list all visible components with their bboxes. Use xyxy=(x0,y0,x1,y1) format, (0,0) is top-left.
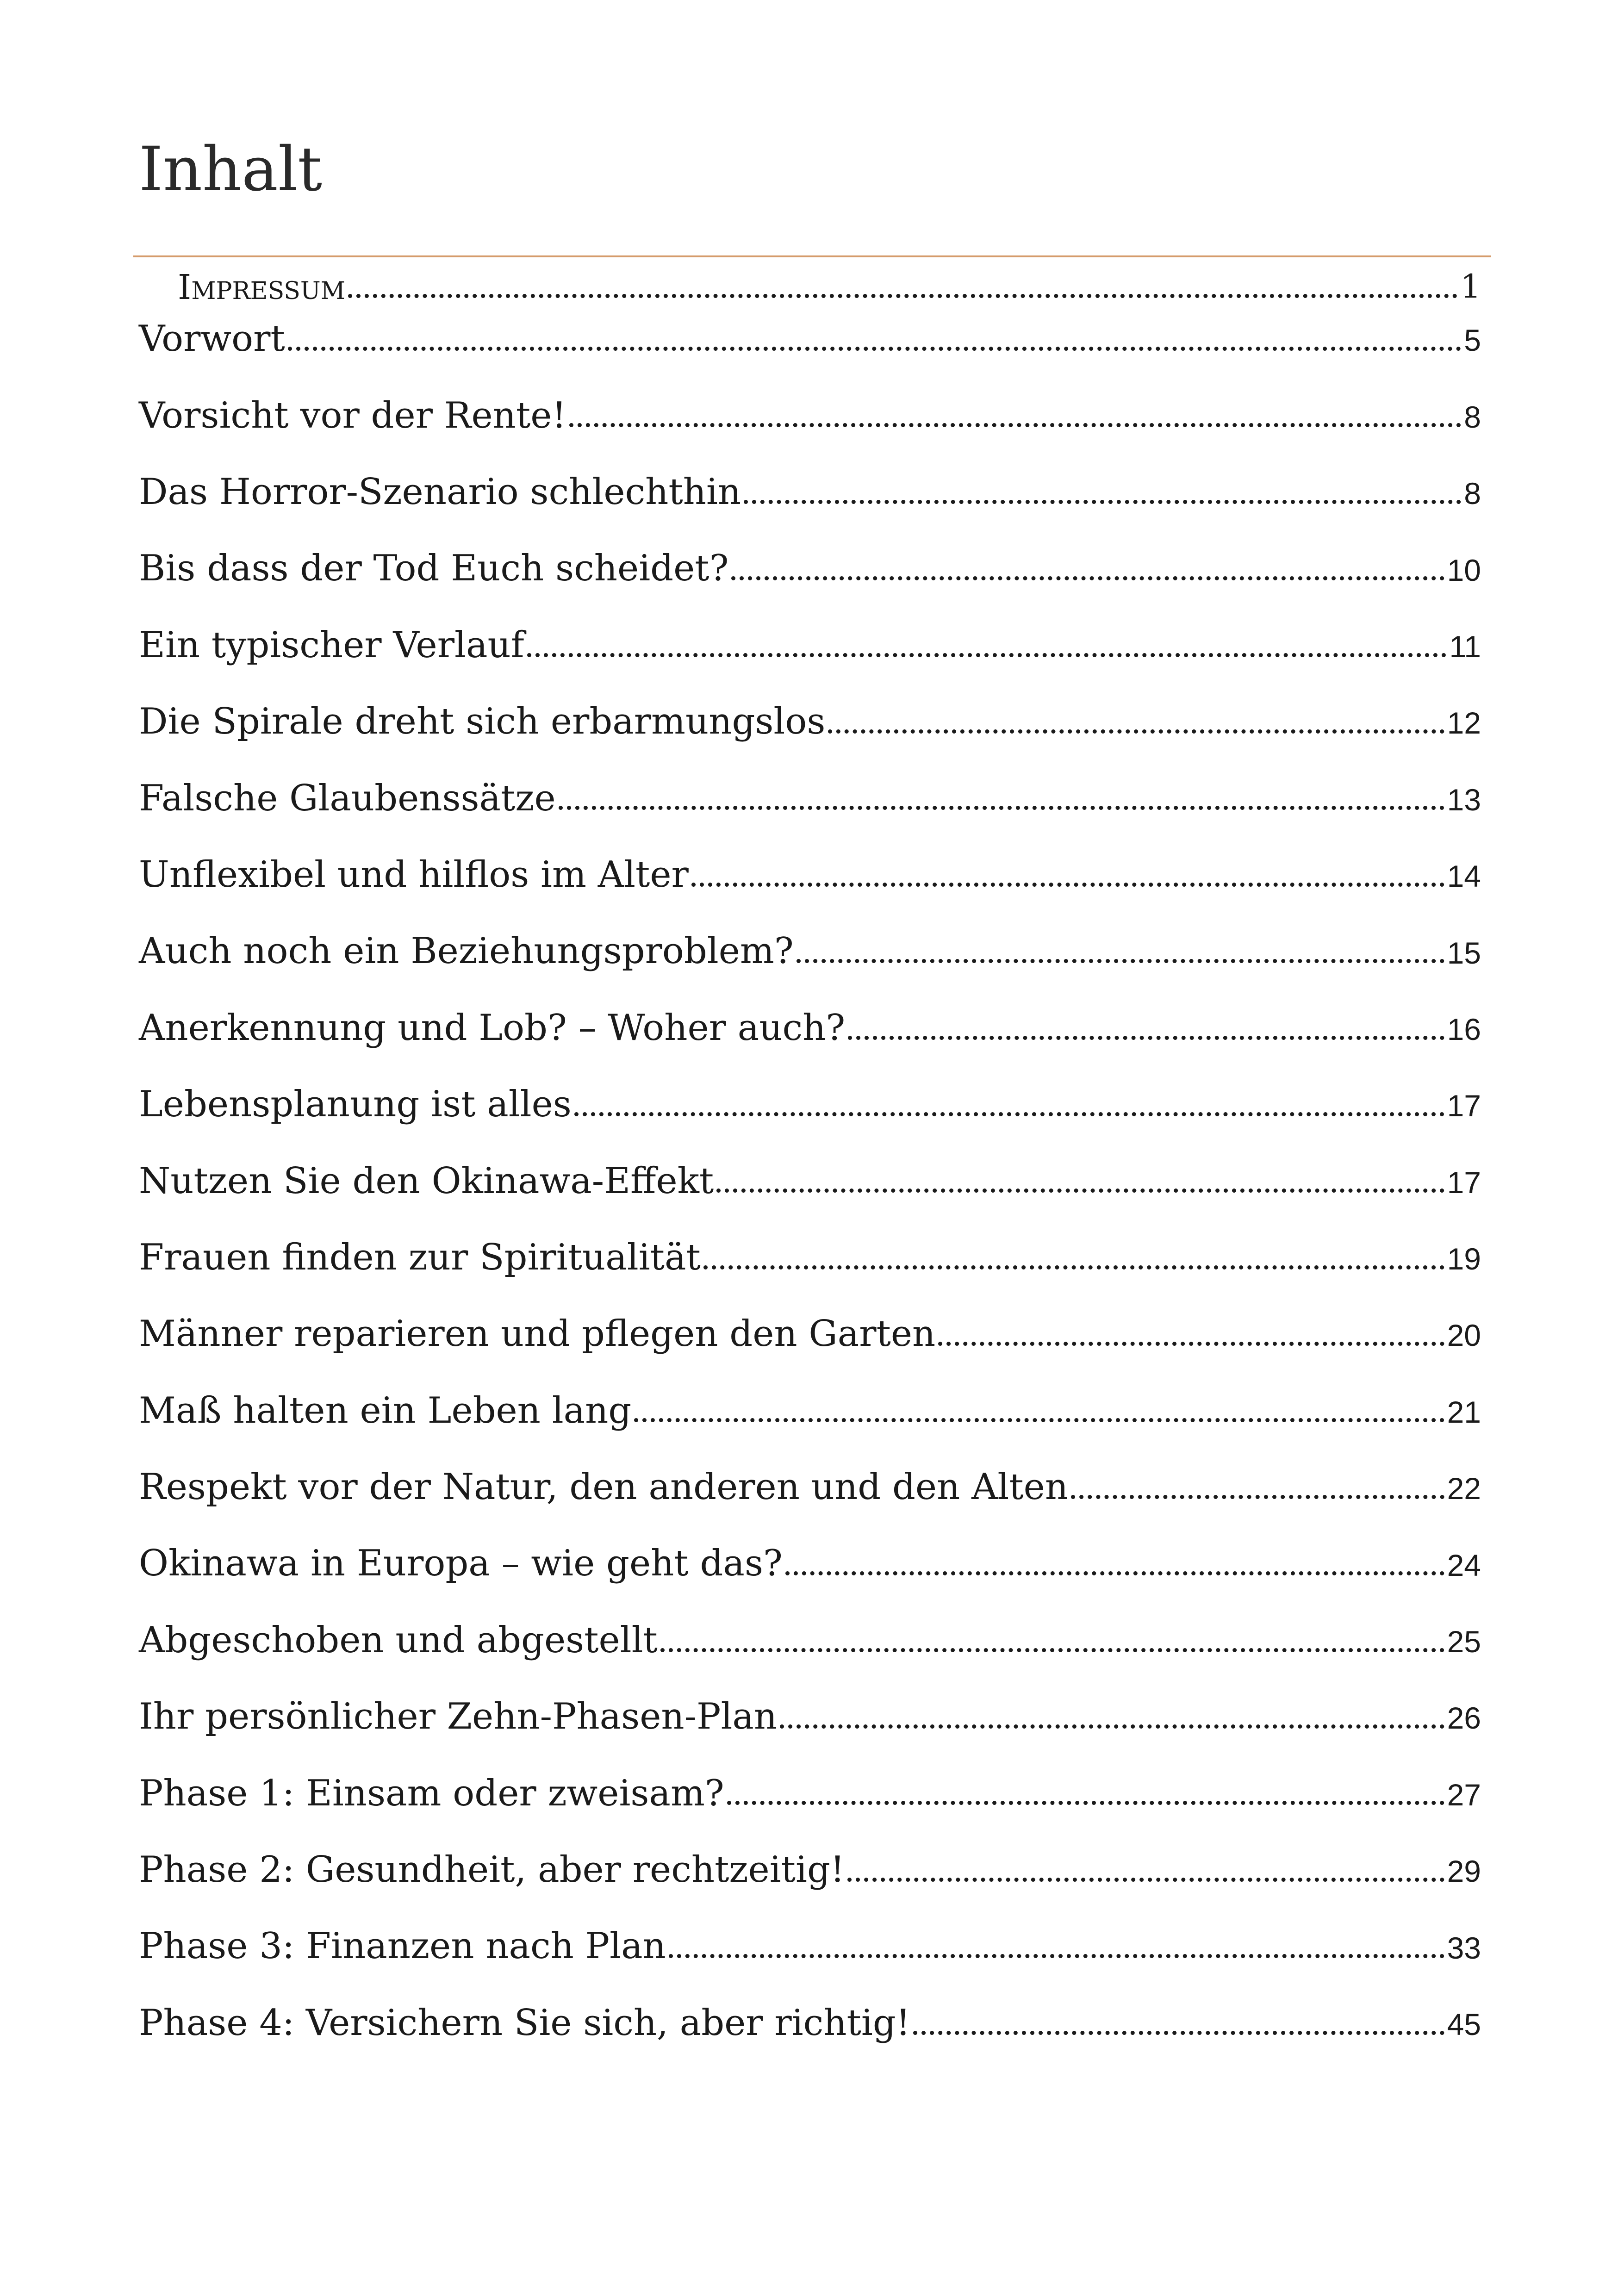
toc-entry-page: 16 xyxy=(1447,1012,1481,1046)
toc-entry[interactable] xyxy=(139,591,1481,667)
dot-leader xyxy=(574,1112,1444,1116)
toc-entry-label: Vorwort xyxy=(139,318,285,360)
toc-entry-label: Phase 3: Finanzen nach Plan xyxy=(139,1925,666,1967)
toc-entry-impressum[interactable] xyxy=(139,259,1481,308)
toc-entry-label: Unflexibel und hilflos im Alter xyxy=(139,853,689,896)
toc-entry-page: 11 xyxy=(1449,629,1481,664)
toc-entry[interactable] xyxy=(139,744,1481,820)
toc-entry-label: Phase 4: Versichern Sie sich, aber richtig! xyxy=(139,2002,911,2044)
toc-entry-label: Ihr persönlicher Zehn-Phasen-Plan xyxy=(139,1696,778,1738)
dot-leader xyxy=(780,1724,1444,1729)
toc-entry-page: 27 xyxy=(1447,1777,1481,1812)
toc-entry-page: 21 xyxy=(1447,1394,1481,1429)
dot-leader xyxy=(288,347,1462,351)
toc-entry-page: 10 xyxy=(1447,553,1481,587)
toc-entry-page: 8 xyxy=(1464,476,1481,511)
toc-entry-page: 15 xyxy=(1447,935,1481,970)
toc-entry-page: 12 xyxy=(1447,706,1481,740)
toc-entry-label: Falsche Glaubenssätze xyxy=(139,777,556,819)
toc-entry-label: Männer reparieren und pflegen den Garten xyxy=(139,1313,936,1355)
toc-entry-page: 17 xyxy=(1447,1165,1481,1200)
title-divider xyxy=(133,255,1491,257)
dot-leader xyxy=(727,1801,1444,1805)
table-of-contents xyxy=(139,259,1481,2045)
dot-leader xyxy=(691,883,1444,887)
toc-entry-page: 14 xyxy=(1447,859,1481,894)
dot-leader xyxy=(634,1418,1444,1422)
toc-entry-label: Das Horror-Szenario schlechthin xyxy=(139,471,741,513)
toc-entry-page: 5 xyxy=(1464,323,1481,358)
toc-entry[interactable] xyxy=(139,361,1481,437)
toc-entry[interactable] xyxy=(139,1432,1481,1509)
toc-entry-label: Die Spirale dreht sich erbarmungslos xyxy=(139,701,826,743)
toc-entry-label: Phase 1: Einsam oder zweisam? xyxy=(139,1772,724,1814)
toc-entry[interactable] xyxy=(139,897,1481,973)
toc-entry-label: Bis dass der Tod Euch scheidet? xyxy=(139,548,729,590)
toc-entry[interactable] xyxy=(139,437,1481,514)
dot-leader xyxy=(569,423,1462,427)
toc-entry-label: Respekt vor der Natur, den anderen und den Alten xyxy=(139,1466,1069,1508)
toc-entry[interactable] xyxy=(139,1662,1481,1739)
dot-leader xyxy=(848,1036,1444,1040)
toc-entry[interactable] xyxy=(139,1892,1481,1968)
dot-leader xyxy=(559,806,1444,810)
toc-entry-page: 22 xyxy=(1447,1471,1481,1506)
dot-leader xyxy=(828,729,1444,734)
toc-entry-label: Phase 2: Gesundheit, aber rechtzeitig! xyxy=(139,1849,845,1891)
toc-entry-label: Okinawa in Europa – wie geht das? xyxy=(139,1543,783,1585)
toc-entry-label: Frauen finden zur Spiritualität xyxy=(139,1236,701,1278)
toc-entry-page: 8 xyxy=(1464,399,1481,434)
toc-entry-label: Nutzen Sie den Okinawa-Effekt xyxy=(139,1160,714,1202)
toc-entry[interactable] xyxy=(139,1815,1481,1892)
dot-leader xyxy=(716,1188,1444,1193)
toc-entry-vorwort[interactable] xyxy=(139,308,1481,361)
toc-entry-label: Maß halten ein Leben lang xyxy=(139,1389,632,1431)
toc-entry[interactable] xyxy=(139,1739,1481,1815)
toc-entry-page: 29 xyxy=(1447,1854,1481,1889)
dot-leader xyxy=(348,294,1457,298)
dot-leader xyxy=(785,1571,1444,1575)
page-title: Inhalt xyxy=(139,134,323,205)
toc-entry-page: 1 xyxy=(1460,268,1481,305)
toc-entry[interactable] xyxy=(139,1509,1481,1586)
toc-entry-label: Ein typischer Verlauf xyxy=(139,624,524,666)
dot-leader xyxy=(731,576,1444,580)
toc-entry-page: 45 xyxy=(1447,2007,1481,2041)
toc-entry-label: Vorsicht vor der Rente! xyxy=(139,394,566,436)
toc-entry[interactable] xyxy=(139,1280,1481,1356)
toc-entry[interactable] xyxy=(139,1968,1481,2045)
toc-entry-label: Abgeschoben und abgestellt xyxy=(139,1619,658,1661)
dot-leader xyxy=(847,1878,1444,1882)
toc-entry-label: Anerkennung und Lob? – Woher auch? xyxy=(139,1007,846,1049)
dot-leader xyxy=(913,2031,1444,2035)
toc-entry-page: 26 xyxy=(1447,1701,1481,1736)
toc-entry[interactable] xyxy=(139,820,1481,896)
toc-entry[interactable] xyxy=(139,1356,1481,1432)
toc-entry-page: 25 xyxy=(1447,1624,1481,1659)
toc-entry[interactable] xyxy=(139,667,1481,744)
dot-leader xyxy=(527,653,1447,657)
dot-leader xyxy=(660,1648,1444,1652)
toc-entry-label: Auch noch ein Beziehungsproblem? xyxy=(139,930,794,972)
toc-entry-page: 24 xyxy=(1447,1548,1481,1582)
toc-entry[interactable] xyxy=(139,1050,1481,1126)
dot-leader xyxy=(703,1265,1444,1269)
toc-entry-page: 20 xyxy=(1447,1318,1481,1353)
dot-leader xyxy=(938,1342,1444,1346)
toc-entry-page: 33 xyxy=(1447,1930,1481,1965)
toc-entry-label: Impressum xyxy=(178,267,345,307)
dot-leader xyxy=(1071,1495,1444,1499)
toc-entry[interactable] xyxy=(139,973,1481,1050)
toc-entry[interactable] xyxy=(139,1586,1481,1662)
dot-leader xyxy=(669,1954,1444,1958)
dot-leader xyxy=(797,959,1444,963)
toc-entry-page: 19 xyxy=(1447,1242,1481,1276)
dot-leader xyxy=(744,500,1461,504)
toc-entry-page: 17 xyxy=(1447,1089,1481,1123)
toc-entry[interactable] xyxy=(139,1203,1481,1279)
toc-entry-page: 13 xyxy=(1447,782,1481,817)
toc-entry[interactable] xyxy=(139,1126,1481,1203)
toc-entry[interactable] xyxy=(139,514,1481,591)
toc-entry-label: Lebensplanung ist alles xyxy=(139,1083,572,1126)
